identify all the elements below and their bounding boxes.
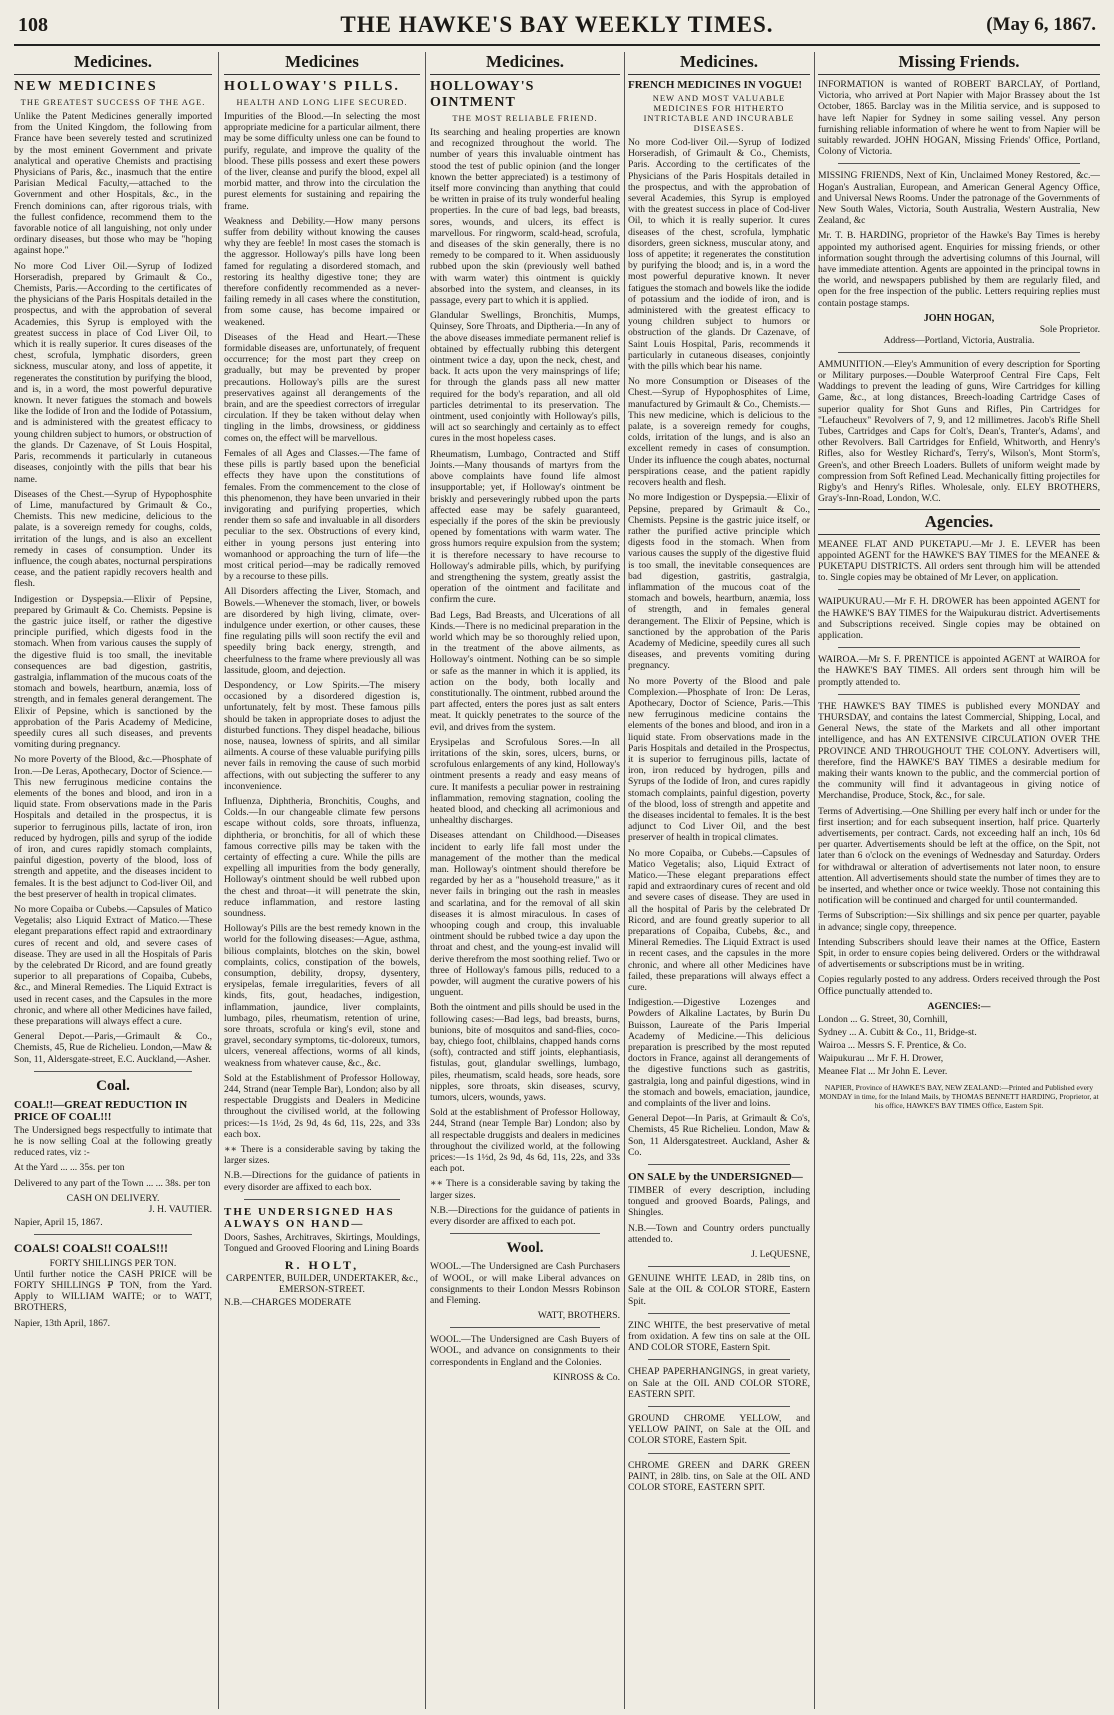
column-1	[14, 52, 212, 1709]
notice-signature: JOHN HOGAN,	[923, 312, 995, 324]
ad-title: HOLLOWAY'S PILLS.	[224, 79, 400, 94]
ad-paragraph: WOOL.—The Undersigned are Cash Buyers of WOOL, and advance on consignments to their correspondents in England and the Colonies.	[430, 1334, 620, 1368]
ad-paragraph: CHROME GREEN and DARK GREEN PAINT, in 28lb. tins, on Sale at the OIL AND COLOR STORE, EASTERN SPIT.	[628, 1459, 810, 1493]
ad-paragraph: Its searching and healing properties are known and recognized throughout the world. The number of years this invaluable ointment has stood the test of public opinion (and the longer known the better appreciated) is a testimony of itself more convincing than anything that could be written in praise of its truly wonderful healing properties. In the cure of bad legs, bad breasts, sores, wounds, and ulcers, its effect is marvellous. For ringworm, scald-head, scrofula, and diseases of the skin generally, there is no remedy to be compared to it. When assiduously rubbed upon the skin (previously well bathed with warm water) this ointment is quickly absorbed into the system, and cleanses, in its passage, every part to which it is applied.	[430, 127, 620, 307]
column-rule	[624, 52, 625, 1709]
ad-paragraph: No more Poverty of the Blood and pale Complexion.—Phosphate of Iron: De Leras, Apothecary, Doctor of Science, Paris.—This new ferruginous medicine contains the elements of the bones and blood, and iron in a liquid state. From observations made in the Paris Hospitals and detailed in the Prospectus, it is superior to ferruginous pills, lactate of iron, iron reduced by hydrogen, pills and Syrups of the Iodide of Iron, and cures rapidly stomach complaints, painful digestion, poverty of the blood, loss of strength and appetite and the diseases incidental to females. It is the best adjunct to Cod Liver Oil, and the best preserver of health in tropical climates.	[628, 675, 810, 844]
notice-paragraph: Mr. T. B. HARDING, proprietor of the Hawke's Bay Times is hereby appointed my authorised agent. Enquiries for missing friends, or other information sought through the advertising columns of this Journal, will have immediate attention. Agents are appointed in the principal towns in the world, and newspapers published by them are regularly filed, and open for the free inspection of the public. Letters requiring replies must contain postage stamps.	[818, 230, 1100, 309]
ad-notice: N.B.—CHARGES MODERATE	[224, 1297, 352, 1309]
ad-paragraph: Diseases of the Chest.—Syrup of Hypophosphite of Lime, manufactured by Grimault & Co., Chemists. This new medicine, delicious to the palate, is a sovereign remedy for coughs, colds, irritation of the lungs, and is also an excellent remedy in cases of consumption. Under its influence, the cough abates, nocturnal perspirations cease, and the patient rapidly recovers health and flesh.	[14, 488, 212, 590]
divider	[244, 1199, 400, 1200]
notice-paragraph: MISSING FRIENDS, Next of Kin, Unclaimed Money Restored, &c.—Hogan's Australian, European, and American General Agency Office, and Universal News Rooms. Under the patronage of the Governments of New South Wales, Victoria, South Australia, Western Australia, New Zealand, &c	[818, 170, 1100, 227]
divider	[648, 1266, 790, 1267]
ad-paragraph: No more Cod Liver Oil.—Syrup of Iodized Horseradish, prepared by Grimault & Co., Chemists, Paris.—According to the certificates of the physicians of the Paris Hospitals detailed in the prospectus, and with the approbation of several Academies, this Syrup is employed with the greatest success in place of Cod Liver Oil, to which it is really superior. It cures diseases of the chest, scrofula, lymphatic disorders, green sickness, muscular atony, and loss of appetite, it regenerates the constitution by purifying the blood, and is, in a word, the most powerful depurative known. It never fatigues the stomach and bowels like the Iodide of Iron and the Iodide of Potassium, and is administered with the greatest efficacy to young children subject to humors, or obstruction of the glands. Dr Cazenave, of St Louis Hospital, Paris, recommends it particularly in cutaneous diseases, conjointly with the pills that bear his name.	[14, 260, 212, 485]
divider	[648, 1406, 790, 1407]
column-3	[430, 52, 620, 1709]
ad-paragraph: Despondency, or Low Spirits.—The misery occasioned by a disordered digestion is, unfortunately, felt by most. These famous pills should be taken in appropriate doses to adjust the disturbed functions. They dispel headache, bilious nose, nausea, lowness of spirits, and all similar ailments. A course of these valuable purifying pills never fails in removing the cause of such morbid affections, with out subjecting the sufferer to any inconvenience.	[224, 679, 420, 792]
printer-imprint: NAPIER, Province of HAWKE'S BAY, NEW ZEALAND:—Printed and Published every MONDAY in time, for the Inland Mails, by THOMAS BENNETT HARDING, Proprietor, at his office, HAWKE'S BAY TIMES Office, Eastern Spit.	[819, 1082, 1099, 1110]
agency-line: Sydney ... A. Cubitt & Co., 11, Bridge-st.	[818, 1026, 977, 1038]
ad-title: FRENCH MEDICINES IN VOGUE!	[628, 79, 803, 91]
section-heading: Wool.	[506, 1240, 544, 1257]
agency-line: London ... G. Street, 30, Cornhill,	[818, 1013, 948, 1025]
notice-paragraph: MEANEE FLAT AND PUKETAPU.—Mr J. E. LEVER has been appointed AGENT for the HAWKE'S BAY TIMES for the MEANEE & PUKETAPU DISTRICTS. All orders sent through him will be attended to. Single copies may be obtained of Mr Lever, on application.	[818, 538, 1100, 584]
ad-subtitle: HEALTH AND LONG LIFE SECURED.	[236, 97, 408, 107]
masthead	[14, 8, 1100, 46]
ad-paragraph: Sold at the Establishment of Professor Holloway, 244, Strand (near Temple Bar), London; also by all respectable Druggists and Dealers in Medicine throughout the civilised world, at the following prices:—1s 1½d, 2s 9d, 4s 6d, 11s, 22s, and 33s each box.	[224, 1072, 420, 1140]
ad-paragraph: Both the ointment and pills should be used in the following cases:—Bad legs, bad breasts, burns, bunions, bite of mosquitos and sand-flies, coco-bay, chiego foot, chilblains, chapped hands corns (soft), contracted and stiff joints, elephantiasis, fistulas, gout, glandular swellings, lumbago, piles, rheumatism, scald heads, sore heads, sore nipples, sore throats, skin diseases, scurvy, tumors, ulcers, wounds, yaws.	[430, 1002, 620, 1104]
ad-date: Napier, 13th April, 1867.	[14, 1317, 111, 1329]
ad-paragraph: The Undersigned begs respectfully to intimate that he is now selling Coal at the following greatly reduced rates, viz :-	[14, 1124, 212, 1159]
divider	[838, 589, 1080, 590]
ad-paragraph: Females of all Ages and Classes.—The fame of these pills is partly based upon the beneficial effects they have upon the constitutions of females. From the commencement to the close of this phenomenon, they have been unvaried in their invigorating and purifying properties, which render them so safe and invaluable in all disorders peculiar to the sex. Obstructions of every kind, either in young persons just entering into womanhood or approaching the turn of life—the most critical period—may be radically removed by a recourse to these pills.	[224, 447, 420, 583]
ad-paragraph: Weakness and Debility.—How many persons suffer from debility without knowing the causes why they are feeble! In most cases the stomach is the aggressor. Holloway's pills have long been famed for regulating a disordered stomach, and restoring its healthy digestive tone; they are therefore confidently recommended as a never-failing remedy in all cases where the constitution, from some cause, has become impaired or weakened.	[224, 215, 420, 328]
notice-role: Sole Proprietor.	[1039, 323, 1100, 335]
column-2	[224, 52, 420, 1709]
divider	[648, 1453, 790, 1454]
ad-paragraph: WOOL.—The Undersigned are Cash Purchasers of WOOL, or will make Liberal advances on consignments to their London Messrs Robinson and Fleming.	[430, 1261, 620, 1306]
notice-paragraph: THE HAWKE'S BAY TIMES is published every MONDAY and THURSDAY, and contains the latest Commercial, Shipping, Local, and General News, the state of the Markets and all other important intelligence, and has AN EXTENSIVE CIRCULATION OVER THE PROVINCE AND THROUGHOUT THE COLONY. Advertisers will, therefore, find the HAWKE'S BAY TIMES a desirable medium for making their wants known to the public, and the commercial portion of the community will find it advantageous in giving notice of Merchandise, Produce, Stock, &c., for sale.	[818, 700, 1100, 802]
ad-title: NEW MEDICINES	[14, 79, 158, 94]
notice-paragraph: WAIROA.—Mr S. F. PRENTICE is appointed AGENT at WAIROA for the HAWKE'S BAY TIMES. All orders sent through him will be promptly attended to.	[818, 654, 1100, 688]
ad-paragraph: ∗∗ There is a considerable saving by taking the larger sizes.	[224, 1144, 420, 1167]
ad-paragraph: No more Poverty of the Blood, &c.—Phosphate of Iron.—De Leras, Apothecary, Doctor of Science.—This new ferruginous medicine contains the elements of the bones and blood, and iron in a liquid state. From observations made in the Paris Hospitals and detailed in the prospectus, it is superior to ferruginous pills, lactate of iron, iron reduced by hydrogen, pills and syrup of the iodide of iron, and cures rapidly stomach complaints, painful digestion, poverty of the blood, loss of strength and appetite, and the diseases incident to females. It is the best adjunct to Cod-liver Oil, and the best preserver of health in tropical climates.	[14, 754, 212, 900]
ad-subtitle: FORTY SHILLINGS PER TON.	[49, 1257, 177, 1269]
section-heading: Medicines	[224, 52, 420, 75]
ad-title: THE UNDERSIGNED HAS ALWAYS ON HAND—	[224, 1205, 395, 1230]
ad-title: ON SALE by the UNDERSIGNED—	[628, 1171, 803, 1184]
divider	[450, 1233, 600, 1234]
ad-paragraph: General Depot.—Paris,—Grimault & Co., Chemists, 45, Rue de Richelieu. London,—Maw & Son, 11, Aldersgate-street, E.C. Auckland,—Asher.	[14, 1031, 212, 1065]
ad-paragraph: Impurities of the Blood.—In selecting the most appropriate medicine for a particular ailment, there may be some difficulty unless one can be found to purify, regulate, and improve the quality of the blood. These pills possess and exert these powers of the liver, cleanse and purify the blood, expel all morbid matter, and throw into the circulation the purest elements for sustaining and repairing the frame.	[224, 111, 420, 212]
divider	[450, 1327, 600, 1328]
ad-notice: CASH ON DELIVERY.	[66, 1192, 160, 1204]
ad-paragraph: Sold at the establishment of Professor Holloway, 244, Strand (near Temple Bar) London; also by all respectable druggists and dealers in medicines throughout the civilized world, at the following prices:—1s 1½d, 2s 9d, 4s 6d, 11s, 22s, and 33s each pot.	[430, 1107, 620, 1175]
ad-paragraph: Indigestion.—Digestive Lozenges and Powders of Alkaline Lactates, by Burin Du Buisson, Laureate of the Paris Imperial Academy of Medicine.—This delicious preparation is prescribed by the most reputed doctors in France, against all derangements of the digestive functions such as gastritis, gastralgia, long and painful digestions, wind in the stomach and bowels, emaciation, jaundice, and complaints of the liver and loins.	[628, 997, 810, 1110]
column-rule	[218, 52, 219, 1709]
ad-paragraph: No more Copaiba, or Cubebs.—Capsules of Matico Vegetalis; also, Liquid Extract of Matico.—These elegant preparations effect rapid and extraordinary cures of recent and old and severe cases of disease. They are used in all the hospital of Paris by the celebrated Dr Ricord, and are found greatly superior to all preparations of Copaiba, Cubebs, &c., and Mineral Remedies. The Liquid Extract is used in recent cases, and the capsules in the more chronic, and where all other Medicines have failed, these preparations will always effect a cure.	[628, 847, 810, 994]
divider	[648, 1359, 790, 1360]
ad-paragraph: Rheumatism, Lumbago, Contracted and Stiff Joints.—Many thousands of martyrs from the above complaints have found life almost insupportable; yet, if Holloway's ointment be briskly and perseveringly rubbed upon the parts affected ease may be safely guaranteed, especially if the pores of the skin be previously opened by fomentations with warm water. The gross humors require expulsion from the system; it is therefore necessary to have recourse to Holloway's admirable pills, which, by purifying and strengthening the system, greatly assist the operation of the ointment and facilitate and confirm the cure.	[430, 448, 620, 606]
ad-paragraph: TIMBER of every description, including tongued and grooved Boards, Palings, and Shingles.	[628, 1185, 810, 1219]
ad-paragraph: Until further notice the CASH PRICE will be FORTY SHILLINGS ₽ TON, from the Yard. Apply to WILLIAM WAITE; or to WATT, BROTHERS,	[14, 1268, 212, 1314]
ad-paragraph: Indigestion or Dyspepsia.—Elixir of Pepsine, prepared by Grimault & Co. Chemists. Pepsine is the gastric juice itself, or rather the digestive principle purified, which digests food in the stomach. When from various causes the supply of the digestive fluid is too small, the inevitable consequences are bad digestion, gastritis, gastralgia, inflammation of the mucous coats of the stomach and bowels, heartburn, anæmia, loss of strength, and in females general derangement. The Elixir of Pepsine, which is sanctioned by the approbation of the Paris Academy of Medicine, speedily cures all such diseases, and prevents vomiting during pregnancy.	[14, 593, 212, 751]
ad-paragraph: Glandular Swellings, Bronchitis, Mumps, Quinsey, Sore Throats, and Diptheria.—In any of the above diseases immediate permanent relief is obtained by effectually rubbing this detergent ointment twice a day, upon the neck, chest, and back. It acts upon the very mainsprings of life; for through the glands pass all new matter required for the body's reparation, and all old particles detrimental to its preservation. The ointment, used conjointly with Holloway's pills, will act so searchingly and certainly as to effect cures in the most hopeless cases.	[430, 310, 620, 445]
ad-trade: CARPENTER, BUILDER, UNDERTAKER, &c.,	[225, 1273, 419, 1285]
ad-name: R. HOLT,	[284, 1258, 360, 1273]
ad-paragraph: ZINC WHITE, the best preservative of metal from oxidation. A few tins on sale at the OIL AND COLOR STORE, Eastern Spit.	[628, 1319, 810, 1354]
ad-paragraph: No more Consumption or Diseases of the Chest.—Syrup of Hypophosphites of Lime, manufactured by Grimault & Co., Chemists.—This new medicine, which is delicious to the palate, is a sovereign remedy for coughs, colds, irritation of the lungs, and is also an excellent remedy in cases of consumption. Under its influence the cough abates, nocturnal perspirations cease, and the patient rapidly recovers health and flesh.	[628, 376, 810, 489]
section-heading: Medicines.	[14, 52, 212, 75]
column-4	[628, 52, 810, 1709]
price-line: At the Yard ... ... 35s. per ton	[14, 1162, 125, 1174]
divider	[838, 694, 1080, 695]
ad-subtitle: THE MOST RELIABLE FRIEND.	[452, 113, 598, 123]
divider	[648, 1313, 790, 1314]
ad-paragraph: Doors, Sashes, Architraves, Skirtings, Mouldings, Tongued and Grooved Flooring and Lining Boards	[224, 1231, 420, 1255]
ad-signature: KINROSS & Co.	[553, 1371, 620, 1383]
page-number: 108	[18, 14, 48, 36]
agency-line: Meanee Flat ... Mr John E. Lever.	[818, 1065, 948, 1077]
ad-paragraph: No more Cod-liver Oil.—Syrup of Iodized Horseradish, of Grimault & Co., Chemists, Paris. According to the certificates of the Physicians of the Paris Hospitals detailed in the prospectus, and with the approbation of several Academies, this Syrup is employed with the greatest success in place of Cod-liver Oil, to which it is really superior. It cures diseases of the chest, scrofula, lymphatic disorders, green sickness, muscular atony, and loss of appetite; it regenerates the constitution by purifying the blood; and is, in a word the most powerful depurative known. It never fatigues the stomach and bowels like the iodide of potassium and the iodide of iron, and is administered with the greatest efficacy to young children subject to humors or obstruction of the glands. Dr Cazenave, of Saint Louis Hospital, Paris, recommends it particularly in cutaneous diseases, conjointly with the pills which bear his name.	[628, 137, 810, 373]
ad-paragraph: General Depot—In Paris, at Grimault & Co's, Chemists, 45 Rue Richelieu. London, Maw & Son, 11 Aldersgatestreet. Auckland, Asher & Co.	[628, 1113, 810, 1158]
column-5	[818, 52, 1100, 1709]
ad-paragraph: N.B.—Town and Country orders punctually attended to.	[628, 1222, 810, 1245]
ad-paragraph: Diseases attendant on Childhood.—Diseases incident to early life fall most under the management of the mother than the medical man. Holloway's ointment should therefore be regarded by her as a "household treasure," as it never fails in bringing out the rash in measles and scarlatina, and for the removal of all skin diseases it is almost miraculous. In cases of whooping cough and croup, this invaluable ointment should be rubbed twice a day upon the throat and chest, and the young-est invalid will derive therefrom the most soothing relief. Two or three of Holloway's famous pills, reduced to a powder, will augment the curative powers of his unguent.	[430, 830, 620, 999]
ad-date: Napier, April 15, 1867.	[14, 1216, 103, 1228]
ad-paragraph: GROUND CHROME YELLOW, and YELLOW PAINT, on Sale at the OIL and COLOR STORE, Eastern Spit.	[628, 1412, 810, 1447]
ad-paragraph: ∗∗ There is a considerable saving by taking the larger sizes.	[430, 1178, 620, 1201]
divider	[838, 647, 1080, 648]
ad-paragraph: Holloway's Pills are the best remedy known in the world for the following diseases:—Ague, asthma, bilious complaints, blotches on the skin, bowel complaints, colics, constipation of the bowels, consumption, debility, dropsy, dysentery, erysipelas, female irregularities, fevers of all kinds, fits, gout, headaches, indigestion, inflammation, jaundice, liver complaints, lumbago, piles, rheumatism, retention of urine, sore throats, scrofula or king's evil, stone and gravel, secondary symptoms, tic-doloreux, tumors, ulcers, venereal affections, worms of all kinds, weakness from whatever cause, &c., &c.	[224, 923, 420, 1069]
ad-paragraph: Unlike the Patent Medicines generally imported from the United Kingdom, the following from France have been severely tested and scrutinized by the most eminent Government and private analytical and operative Chemists and practising Physicians of Paris, &c., inasmuch that the entire Parisian Medical Faculty,—attached to the Government and other Hospitals, &c., in the French dominions can, after rigorous trials, with the fullest confidence, recommend them to the favorable notice of all languishing, not only under ordinary diseases, but those who may be "hoping against hope."	[14, 111, 212, 257]
notice-paragraph: WAIPUKURAU.—Mr F. H. DROWER has been appointed AGENT for the HAWKE'S BAY TIMES for the Waipukurau district. Advertisements and Subscriptions received. Single copies may be obtained on application.	[818, 596, 1100, 641]
section-heading: Medicines.	[628, 52, 810, 75]
issue-date: (May 6, 1867.	[986, 14, 1096, 35]
column-rule	[814, 52, 815, 1709]
ad-paragraph: Diseases of the Head and Heart.—These formidable diseases are, unfortunately, of frequent occurrence; for the most part they creep on gradually, but may be prevented by proper precautions. Holloway's pills are the surest preservatives against all derangements of the brain, and are the speediest correctors of irregular circulation. If they be taken without delay when tingling in the limbs, drowsiness, or giddiness comes on, the effect will be marvellous.	[224, 331, 420, 444]
ad-title: COALS! COALS!! COALS!!!	[14, 1240, 169, 1255]
notice-paragraph: Terms of Advertising.—One Shilling per every half inch or under for the first insertion; and for each subsequent insertion, half price. Quarterly advertisements, per contract. Cards, not exceeding half an inch, 10s 6d per quarter. Advertisements should be left at the office, on the Spit, not later than 6 o'clock on the evenings of Wednesday and Saturday. Orders for withdrawal or alteration of advertisements not later noon, to ensure attention. All advertisements should state the number of times they are to be inserted, and whether once or twice weekly. Those not containing this notification will be continued and charged for until countermanded.	[818, 805, 1100, 907]
notice-paragraph: Intending Subscribers should leave their names at the Office, Eastern Spit, in order to ensure copies being delivered. Orders or the withdrawal of advertisements or subscriptions must be in writing.	[818, 936, 1100, 971]
ad-signature: J. LeQUESNE,	[751, 1249, 810, 1261]
ad-signature: WATT, BROTHERS.	[537, 1310, 620, 1322]
ad-signature: J. H. VAUTIER.	[148, 1203, 212, 1215]
ad-paragraph: N.B.—Directions for the guidance of patients in every disorder are affixed to each box.	[224, 1170, 420, 1193]
section-heading: Medicines.	[430, 52, 620, 75]
ad-paragraph: Influenza, Diphtheria, Bronchitis, Coughs, and Colds.—In our changeable climate few persons escape without colds, sore throats, influenza, diphtheria, or bronchitis, for all of which these famous corrective pills may be taken with the certainty of effecting a cure. While the pills are expelling all impurities from the body generally, Holloway's ointment should be well rubbed upon the chest and throat—it will penetrate the skin, reduce inflammation, and restore lasting soundness.	[224, 795, 420, 920]
agency-line: Waipukurau ... Mr F. H. Drower,	[818, 1052, 944, 1064]
price-line: Delivered to any part of the Town ... ... 38s. per ton	[14, 1177, 211, 1189]
ad-paragraph: Bad Legs, Bad Breasts, and Ulcerations of all Kinds.—There is no medicinal preparation in the world which may be so thoroughly relied upon, in the treatment of the above ailments, as Holloway's ointment. Nothing can be so simple or safe as the manner in which it is applied, its action on the body, both locally and constitutionally. The ointment, rubbed around the part affected, enters the pores just as salt enters meat. It quickly penetrates to the source of the evil, and drives from the system.	[430, 609, 620, 733]
ad-subtitle: THE GREATEST SUCCESS OF THE AGE.	[20, 97, 206, 107]
newspaper-title: THE HAWKE'S BAY WEEKLY TIMES.	[340, 12, 774, 37]
section-heading: Missing Friends.	[818, 52, 1100, 75]
section-heading: Coal.	[96, 1077, 130, 1094]
ad-paragraph: AMMUNITION.—Eley's Ammunition of every description for Sporting or Military purposes.—Double Waterproof Central Fire Caps, Felt Waddings to prevent the leading of guns, Wire Cartridges for killing Game, &c., at long distances, Breech-loading Cartridge Cases of superior quality for Shot Guns and Rifles, Pin Cartridges for "Lefaucheux" Revolvers of 7, 9, and 12 millimetres. Jacob's Rifle Shell Tubes, Cartridges and Caps for Colt's, Dean's, Tranter's, Adams', and other Revolvers. Ball Cartridges for Enfield, Whitworth, and Henry's Rifles, also for Westley Richard's, Terry's, Wilson's, Mont Storm's, Green's, and other Breech Loaders. Bullets of uniform weight made by compression from Soft Refined Lead. Mechanically fitting projectiles for Rigby's and Henry's Rifles. Wholesale, only. ELEY BROTHERS, Gray's-Inn-Road, London, W.C.	[818, 358, 1100, 505]
agency-line: Wairoa ... Messrs S. F. Prentice, & Co.	[818, 1039, 967, 1051]
notice-paragraph: INFORMATION is wanted of ROBERT BARCLAY, of Portland, Victoria, who arrived at Port Napier with Major Brassey about the 1st October, 1865. Barclay was in the Militia service, and is supposed to have left Napier for Sydney in some sailing vessel. Any person furnishing reliable information of where he went to from Napier will be suitably rewarded. JOHN HOGAN, Missing Friends' Office, Portland, Colony of Victoria.	[818, 79, 1100, 158]
ad-paragraph: GENUINE WHITE LEAD, in 28lb tins, on Sale at the OIL & COLOR STORE, Eastern Spit.	[628, 1273, 810, 1307]
divider	[838, 163, 1080, 164]
divider	[34, 1071, 192, 1072]
ad-title: HOLLOWAY'S OINTMENT	[430, 79, 535, 110]
divider	[34, 1234, 192, 1235]
agencies-heading: AGENCIES:—	[927, 1000, 991, 1012]
ad-title: COAL!!—GREAT REDUCTION IN PRICE OF COAL!!!	[14, 1098, 188, 1123]
ad-subtitle: NEW AND MOST VALUABLE MEDICINES FOR HITHERTO INTRICTABLE AND INCURABLE DISEASES.	[643, 93, 795, 133]
notice-address: Address—Portland, Victoria, Australia.	[883, 334, 1035, 346]
ad-paragraph: All Disorders affecting the Liver, Stomach, and Bowels.—Whenever the stomach, liver, or bowels are disordered by high living, climate, over-indulgence under exertion, or other causes, these fine regulating pills will soon rectify the evil and speedily bring back energy, strength, and cheerfulness to the frame where previously all was lassitude, gloom, and dejection.	[224, 586, 420, 676]
ad-paragraph: CHEAP PAPERHANGINGS, in great variety, on Sale at the OIL AND COLOR STORE, EASTERN SPIT.	[628, 1366, 810, 1400]
ad-paragraph: N.B.—Directions for the guidance of patients in every disorder are affixed to each pot.	[430, 1204, 620, 1228]
ad-paragraph: Erysipelas and Scrofulous Sores.—In all irritations of the skin, sores, ulcers, burns, or scrofulous enlargements of any kind, Holloway's ointment presents a ready and easy means of cure. It manifests a peculiar power in restraining inflammation, removing stagnation, cooling the heated blood, and checking all acrimonious and unhealthy discharges.	[430, 736, 620, 827]
notice-paragraph: Terms of Subscription:—Six shillings and six pence per quarter, payable in advance; single copy, threepence.	[818, 910, 1100, 933]
divider	[648, 1164, 790, 1165]
notice-paragraph: Copies regularly posted to any address. Orders received through the Post Office punctually attended to.	[818, 974, 1100, 997]
ad-paragraph: No more Indigestion or Dyspepsia.—Elixir of Pepsine, prepared by Grimault & Co., Chemists. Pepsine is the gastric juice itself, or rather the purified active principle which digests food in the stomach. When from various causes the supply of the digestive fluid is too small, the inevitable consequences are bad digestion, gastritis, gastralgia, inflammation of the mucous coat of the stomach and bowels, heartburn, anæmia, loss of strength, and in females general derangement. The Elixir of Pepsine, which is sanctioned by the approbation of the Paris Academy of Medicine, speedily cures all such diseases, and prevents vomiting during pregnancy.	[628, 492, 810, 672]
ad-paragraph: No more Copaiba or Cubebs.—Capsules of Matico Vegetalis; also Liquid Extract of Matico.—These elegant preparations effect rapid and extraordinary cures of recent and old, and severe cases of disease. They are used in all the Hospitals of Paris by the celebrated Dr Ricord, and are found greatly superior to all preparations of Copaiba, Cubebs, &c., and Mineral Remedies. The Liquid Extract is used in recent cases, and the Capsules in the more chronic, and where all other Medicines have failed, these preparations will always effect a cure.	[14, 904, 212, 1028]
column-rule	[425, 52, 426, 1709]
divider	[838, 352, 1080, 353]
ad-address: EMERSON-STREET.	[279, 1284, 365, 1296]
section-heading: Agencies.	[818, 509, 1100, 535]
